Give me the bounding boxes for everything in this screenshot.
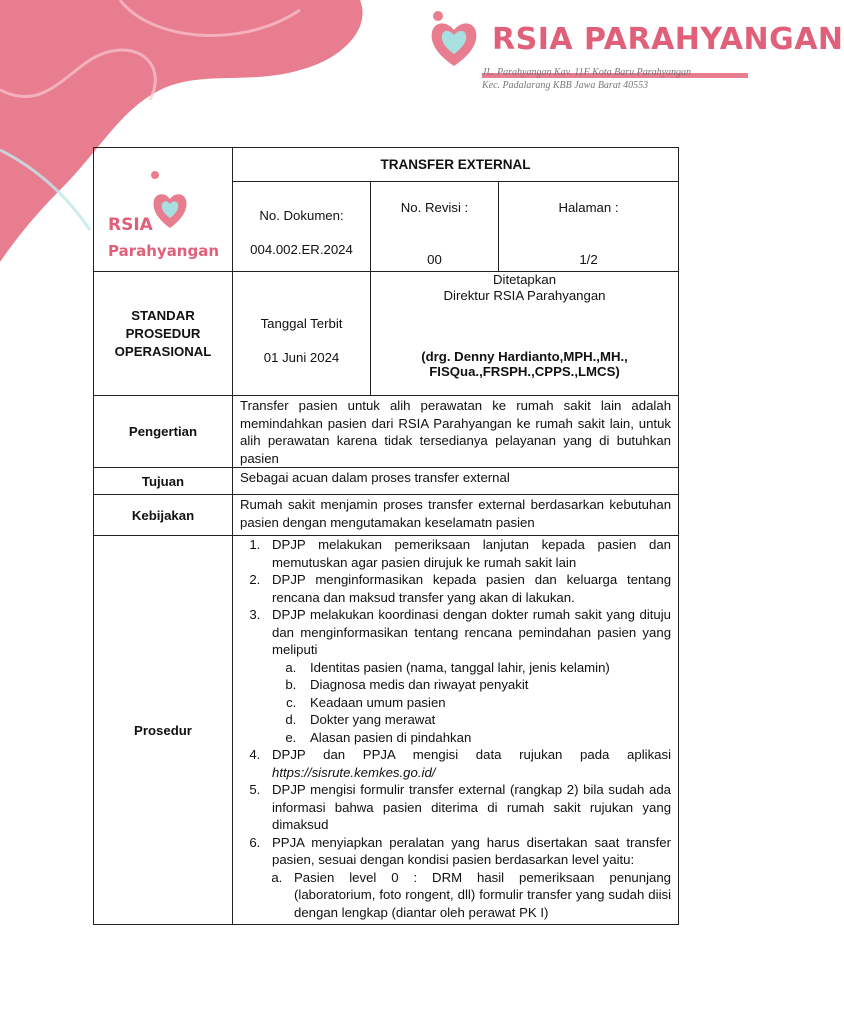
doc-title: TRANSFER EXTERNAL xyxy=(233,148,679,182)
tanggal-label: Tanggal Terbit xyxy=(260,316,343,331)
prosedur-list xyxy=(240,536,671,921)
prosedur-step-3-text: DPJP melakukan koordinasi dengan dokter rumah sakit yang dituju dan menginformasikan tentang rencana pemindahan pasien yang meliputi xyxy=(272,607,672,657)
halaman-cell xyxy=(499,182,679,272)
prosedur-step-6a: a. Pasien level 0 : DRM hasil pemeriksaan penunjang (laboratorium, foto rongent, dll) formulir transfer yang sudah diisi dengan lengkap (diantar oleh perawat PK I) xyxy=(286,869,671,922)
prosedur-step-5: 5. DPJP mengisi formulir transfer external (rangkap 2) bila sudah ada informasi bahwa pasien diterima di rumah sakit rujukan yang dimaksud xyxy=(264,781,671,834)
prosedur-step-6-sublist xyxy=(272,869,671,922)
tanggal-cell xyxy=(233,272,371,396)
prosedur-step-3-sublist xyxy=(272,659,671,747)
prosedur-step-3e: e. Alasan pasien di pindahkan xyxy=(300,729,671,747)
prosedur-step-1: 1. DPJP melakukan pemeriksaan lanjutan kepada pasien dan memutuskan agar pasien dirujuk ke rumah sakit lain xyxy=(264,536,671,571)
logo-text-rsia: RSIA xyxy=(108,215,153,235)
no-dokumen-cell xyxy=(233,182,371,272)
logo-cell xyxy=(94,148,233,272)
address-line-1: JL. Parahyangan Kav. 11F Kota Baru Parahyangan xyxy=(482,67,692,78)
no-revisi-label: No. Revisi : xyxy=(400,200,469,216)
kebijakan-label: Kebijakan xyxy=(94,495,233,536)
prosedur-step-6-text: PPJA menyiapkan peralatan yang harus disertakan saat transfer pasien, sesuai dengan kondisi pasien berdasarkan level yaitu: xyxy=(272,834,672,867)
prosedur-step-4 xyxy=(264,746,671,781)
header-brand xyxy=(430,10,844,100)
signer-line-2: FISQua.,FRSPH.,CPPS.,LMCS) xyxy=(429,364,620,379)
ditetapkan-cell xyxy=(371,272,679,396)
prosedur-step-4-text: DPJP dan PPJA mengisi data rujukan pada aplikasi xyxy=(272,747,672,762)
prosedur-label: Prosedur xyxy=(94,536,233,925)
tanggal-value: 01 Juni 2024 xyxy=(263,350,340,365)
address-line-2: Kec. Padalarang KBB Jawa Barat 40553 xyxy=(482,80,649,91)
prosedur-step-3c: c. Keadaan umum pasien xyxy=(300,694,671,712)
kebijakan-text: Rumah sakit menjamin proses transfer external berdasarkan kebutuhan pasien dengan mengutamakan keselamatn pasien xyxy=(233,495,679,536)
heart-logo-icon xyxy=(430,10,478,68)
halaman-value: 1/2 xyxy=(579,252,598,268)
prosedur-step-3a: a. Identitas pasien (nama, tanggal lahir, jenis kelamin) xyxy=(300,659,671,677)
prosedur-step-6 xyxy=(264,834,671,922)
sop-label-3: OPERASIONAL xyxy=(114,343,212,359)
sop-label-2: PROSEDUR xyxy=(125,325,201,341)
sisrute-link[interactable]: https://sisrute.kemkes.go.id/ xyxy=(272,764,436,780)
brand-name: RSIA PARAHYANGAN xyxy=(492,22,844,57)
sop-table xyxy=(93,147,679,925)
pengertian-text: Transfer pasien untuk alih perawatan ke rumah sakit lain adalah memindahkan pasien dari RSIA Parahyangan ke rumah sakit lain, untuk alih perawatan karena tidak tersedianya pelayanan yang di butuhkan pasien xyxy=(233,396,679,468)
prosedur-step-2: 2. DPJP menginformasikan kepada pasien dan keluarga tentang rencana dan maksud transfer yang akan di lakukan. xyxy=(264,571,671,606)
sop-label-1: STANDAR xyxy=(131,307,195,323)
rsia-logo-icon xyxy=(108,168,220,263)
ditetapkan-label: Ditetapkan xyxy=(492,272,557,287)
no-dokumen-value: 004.002.ER.2024 xyxy=(250,242,353,258)
no-revisi-cell xyxy=(371,182,499,272)
tujuan-text: Sebagai acuan dalam proses transfer external xyxy=(233,468,679,495)
prosedur-cell xyxy=(233,536,679,925)
pengertian-label: Pengertian xyxy=(94,396,233,468)
prosedur-step-3b: b. Diagnosa medis dan riwayat penyakit xyxy=(300,676,671,694)
sop-label-cell xyxy=(94,272,233,396)
tujuan-label: Tujuan xyxy=(94,468,233,495)
prosedur-step-3 xyxy=(264,606,671,746)
prosedur-step-3d: d. Dokter yang merawat xyxy=(300,711,671,729)
no-revisi-value: 00 xyxy=(427,252,442,268)
halaman-label: Halaman : xyxy=(558,200,619,216)
direktur-label: Direktur RSIA Parahyangan xyxy=(443,288,606,303)
logo-text-parahyangan: Parahyangan xyxy=(108,242,220,260)
no-dokumen-label: No. Dokumen: xyxy=(259,208,344,224)
signer-line-1: (drg. Denny Hardianto,MPH.,MH., xyxy=(421,349,628,364)
